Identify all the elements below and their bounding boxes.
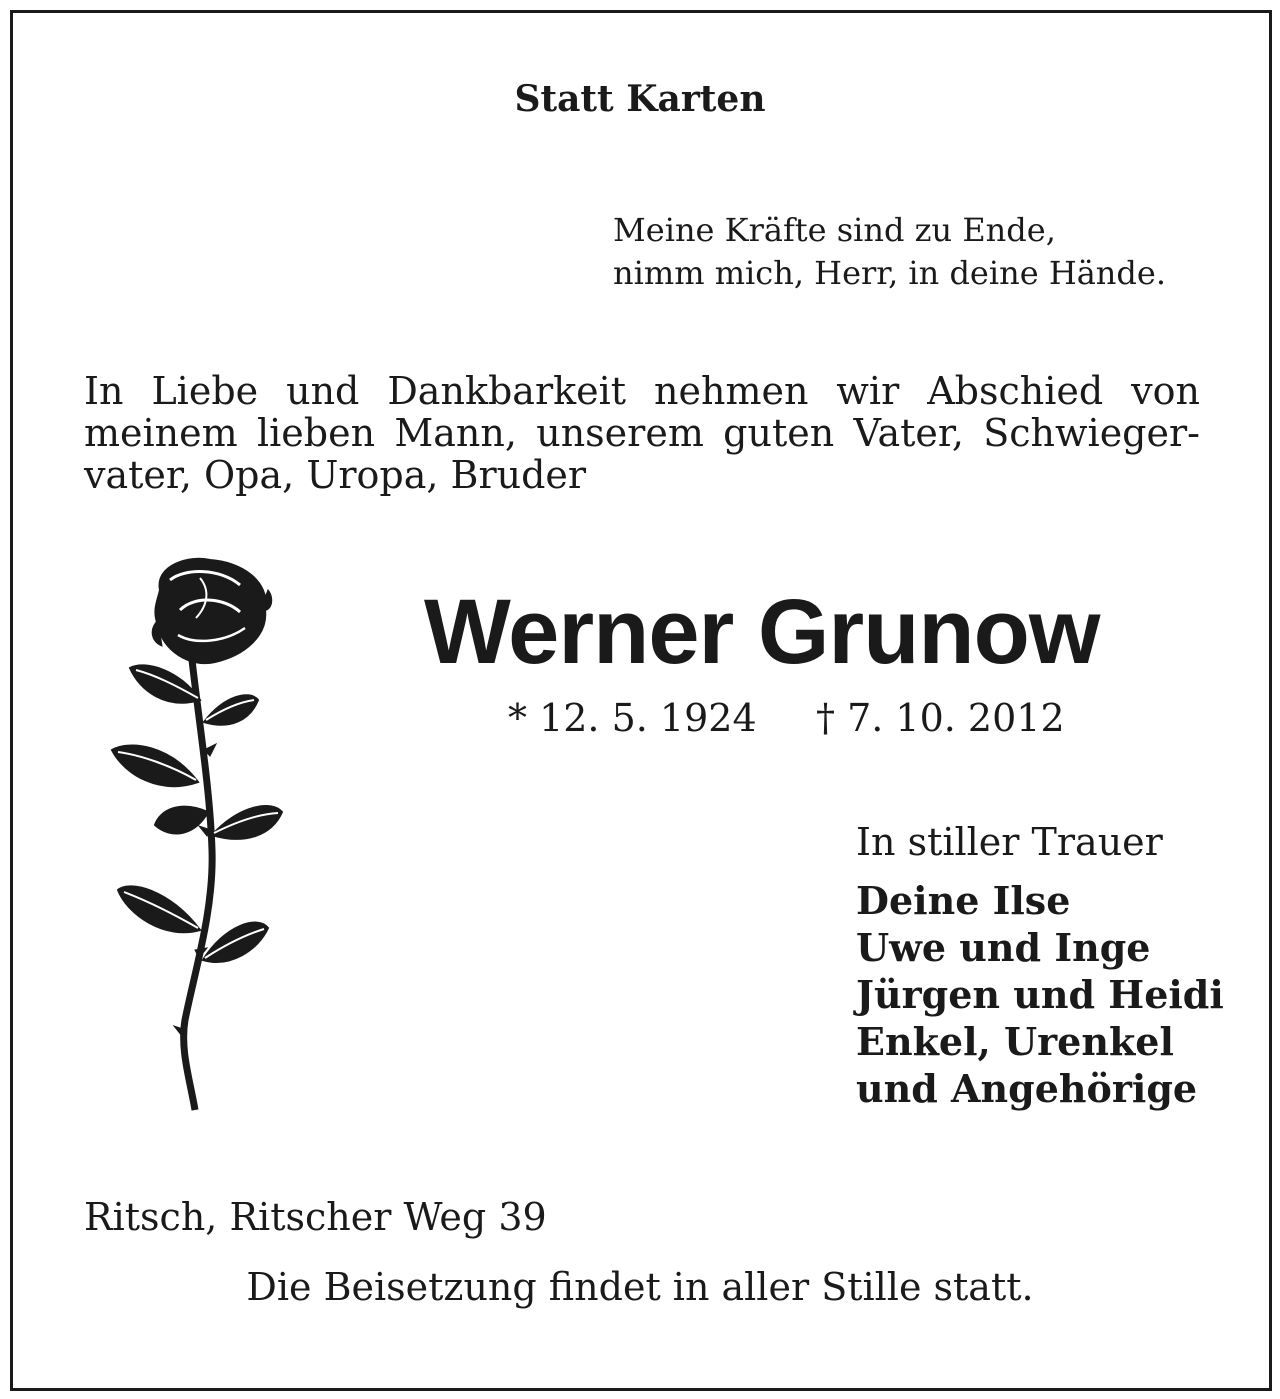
death-date: † 7. 10. 2012 (816, 696, 1065, 740)
deceased-name: Werner Grunow (424, 581, 1100, 683)
birth-date: * 12. 5. 1924 (508, 696, 757, 740)
intro-line: In Liebe und Dankbarkeit nehmen wir Abschied von (84, 369, 1200, 413)
intro-line: meinem lieben Mann, unserem guten Vater, Schwieger- (84, 411, 1200, 455)
family-member: Deine Ilse (856, 878, 1071, 923)
intro-paragraph (84, 370, 1200, 496)
family-member: Uwe und Inge (856, 925, 1151, 970)
verse-line-1: Meine Kräfte sind zu Ende, (613, 211, 1056, 249)
family-member: Jürgen und Heidi (856, 972, 1224, 1017)
burial-note: Die Beisetzung findet in aller Stille statt. (246, 1265, 1034, 1309)
notice-header: Statt Karten (514, 78, 766, 120)
mourning-label: In stiller Trauer (856, 820, 1163, 864)
rose-icon (100, 550, 300, 1115)
verse-line-2: nimm mich, Herr, in deine Hände. (613, 254, 1166, 292)
intro-line: vater, Opa, Uropa, Bruder (84, 453, 587, 497)
address: Ritsch, Ritscher Weg 39 (84, 1195, 547, 1239)
family-member: und Angehörige (856, 1066, 1198, 1111)
family-member: Enkel, Urenkel (856, 1019, 1174, 1064)
